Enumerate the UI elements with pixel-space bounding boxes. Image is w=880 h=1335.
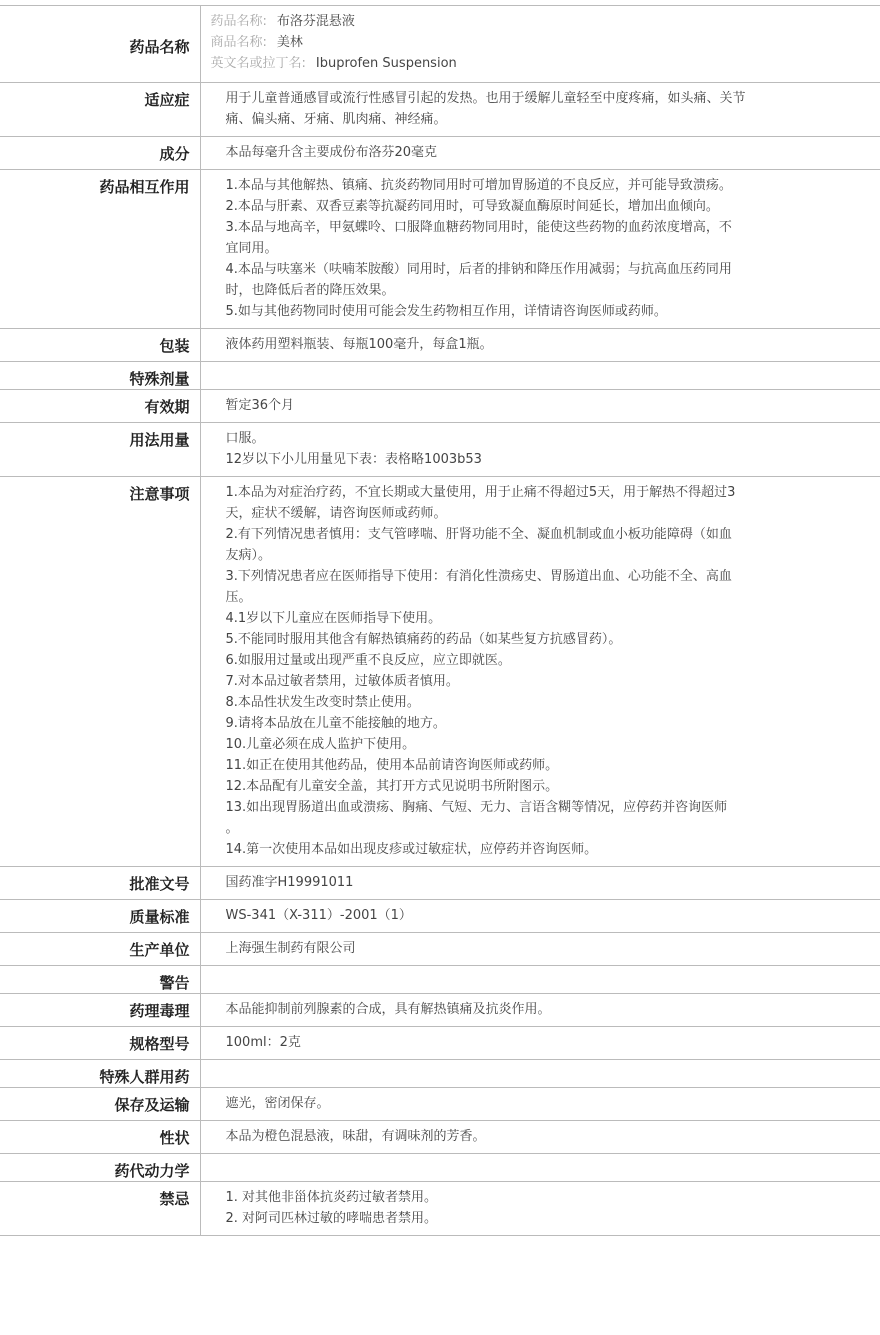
value-line: 压。: [225, 590, 252, 605]
row-label: 批准文号: [0, 867, 200, 900]
value-line: 宜同用。: [225, 241, 278, 256]
info-row: [0, 994, 880, 1027]
row-value: [200, 1154, 880, 1182]
drug-info-body: [0, 6, 880, 1236]
info-row: [0, 867, 880, 900]
row-value: [200, 362, 880, 390]
value-line: 4.1岁以下儿童应在医师指导下使用。: [225, 611, 442, 626]
info-row: [0, 1088, 880, 1121]
value-line: 5.不能同时服用其他含有解热镇痛药的药品（如某些复方抗感冒药）。: [225, 632, 622, 647]
drug-name-values: [200, 6, 880, 83]
english-name-line: [211, 53, 781, 74]
row-label: 性状: [0, 1121, 200, 1154]
row-value: [200, 900, 880, 933]
value-line: 2. 对阿司匹林过敏的哮喘患者禁用。: [225, 1211, 438, 1226]
info-row: [0, 423, 880, 477]
info-row: [0, 362, 880, 390]
value-line: 3.本品与地高辛，甲氨蝶呤、口服降血糖药物同用时，能使这些药物的血药浓度增高，不: [225, 220, 732, 235]
value-line: 用于儿童普通感冒或流行性感冒引起的发热。也用于缓解儿童轻至中度疼痛，如头痛、关节: [225, 91, 746, 106]
row-value: [200, 1060, 880, 1088]
trade-name-key: 商品名称:: [210, 35, 267, 50]
value-line: 友病）。: [225, 548, 272, 563]
value-line: 11.如正在使用其他药品，使用本品前请咨询医师或药师。: [225, 758, 559, 773]
info-row: [0, 1060, 880, 1088]
value-line: 时，也降低后者的降压效果。: [225, 283, 395, 298]
value-line: 1. 对其他非甾体抗炎药过敏者禁用。: [225, 1190, 438, 1205]
row-label: 包装: [0, 329, 200, 362]
row-value: [200, 1121, 880, 1154]
row-value: [200, 966, 880, 994]
row-label: 药品名称: [0, 6, 200, 83]
value-line: 上海强生制药有限公司: [225, 941, 356, 956]
value-line: 本品能抑制前列腺素的合成，具有解热镇痛及抗炎作用。: [225, 1002, 551, 1017]
value-line: 暂定36个月: [225, 398, 295, 413]
row-value: [200, 867, 880, 900]
value-line: 12岁以下小儿用量见下表：表格略1003b53: [225, 452, 482, 467]
value-line: 本品每毫升含主要成份布洛芬20毫克: [225, 145, 438, 160]
drug-info-table: [0, 5, 880, 1236]
value-line: 9.请将本品放在儿童不能接触的地方。: [225, 716, 446, 731]
info-row: [0, 900, 880, 933]
row-value: [200, 137, 880, 170]
value-line: 液体药用塑料瓶装、每瓶100毫升，每盒1瓶。: [225, 337, 493, 352]
row-value: [200, 933, 880, 966]
row-label: 药理毒理: [0, 994, 200, 1027]
value-line: 14.第一次使用本品如出现皮疹或过敏症状，应停药并咨询医师。: [225, 842, 598, 857]
row-label: 药代动力学: [0, 1154, 200, 1182]
value-line: 6.如服用过量或出现严重不良反应，应立即就医。: [225, 653, 511, 668]
row-value: [200, 994, 880, 1027]
row-value: [200, 83, 880, 137]
row-label: 有效期: [0, 390, 200, 423]
info-row: [0, 1182, 880, 1236]
info-row: [0, 83, 880, 137]
english-name-key: 英文名或拉丁名:: [210, 56, 306, 71]
info-row: [0, 1027, 880, 1060]
row-label: 警告: [0, 966, 200, 994]
value-line: 本品为橙色混悬液，味甜，有调味剂的芳香。: [225, 1129, 486, 1144]
row-value: [200, 170, 880, 329]
info-row: [0, 170, 880, 329]
value-line: 3.下列情况患者应在医师指导下使用：有消化性溃疡史、胃肠道出血、心功能不全、高血: [225, 569, 732, 584]
trade-name-line: [211, 32, 781, 53]
row-value: [200, 423, 880, 477]
row-label: 特殊人群用药: [0, 1060, 200, 1088]
info-row: [0, 1154, 880, 1182]
value-line: 5.如与其他药物同时使用可能会发生药物相互作用，详情请咨询医师或药师。: [225, 304, 667, 319]
row-label: 规格型号: [0, 1027, 200, 1060]
value-line: 13.如出现胃肠道出血或溃疡、胸痛、气短、无力、言语含糊等情况，应停药并咨询医师: [225, 800, 728, 815]
row-label: 禁忌: [0, 1182, 200, 1236]
row-label: 生产单位: [0, 933, 200, 966]
value-line: 2.有下列情况患者慎用：支气管哮喘、肝肾功能不全、凝血机制或血小板功能障碍（如血: [225, 527, 732, 542]
row-value: [200, 477, 880, 867]
value-line: 1.本品为对症治疗药，不宜长期或大量使用，用于止痛不得超过5天，用于解热不得超过3: [225, 485, 736, 500]
row-label: 药品相互作用: [0, 170, 200, 329]
english-name-value: Ibuprofen Suspension: [315, 56, 457, 71]
value-line: 口服。: [225, 431, 265, 446]
info-row: [0, 137, 880, 170]
generic-name-line: [211, 11, 781, 32]
value-line: 4.本品与呋塞米（呋喃苯胺酸）同用时，后者的排钠和降压作用减弱；与抗高血压药同用: [225, 262, 732, 277]
row-value: [200, 1182, 880, 1236]
value-line: 2.本品与肝素、双香豆素等抗凝药同用时，可导致凝血酶原时间延长，增加出血倾向。: [225, 199, 719, 214]
row-value: [200, 329, 880, 362]
value-line: 遮光，密闭保存。: [225, 1096, 330, 1111]
value-line: 100ml：2克: [225, 1035, 301, 1050]
generic-name-value: 布洛芬混悬液: [276, 14, 355, 29]
value-line: 7.对本品过敏者禁用，过敏体质者慎用。: [225, 674, 459, 689]
value-line: 12.本品配有儿童安全盖，其打开方式见说明书所附图示。: [225, 779, 559, 794]
row-label: 特殊剂量: [0, 362, 200, 390]
info-row: [0, 966, 880, 994]
row-label: 质量标准: [0, 900, 200, 933]
value-line: 8.本品性状发生改变时禁止使用。: [225, 695, 420, 710]
trade-name-value: 美林: [276, 35, 303, 50]
row-label: 注意事项: [0, 477, 200, 867]
row-value: [200, 1088, 880, 1121]
value-line: 。: [225, 821, 239, 836]
info-row: [0, 1121, 880, 1154]
value-line: 国药准字H19991011: [225, 875, 354, 890]
value-line: 天，症状不缓解，请咨询医师或药师。: [225, 506, 447, 521]
row-label: 用法用量: [0, 423, 200, 477]
generic-name-key: 药品名称:: [210, 14, 267, 29]
row-label: 适应症: [0, 83, 200, 137]
value-line: 10.儿童必须在成人监护下使用。: [225, 737, 416, 752]
row-label: 成分: [0, 137, 200, 170]
info-row: [0, 933, 880, 966]
value-line: 痛、偏头痛、牙痛、肌肉痛、神经痛。: [225, 112, 447, 127]
row-label: 保存及运输: [0, 1088, 200, 1121]
row-value: [200, 1027, 880, 1060]
info-row: [0, 390, 880, 423]
value-line: 1.本品与其他解热、镇痛、抗炎药物同用时可增加胃肠道的不良反应，并可能导致溃疡。: [225, 178, 732, 193]
drug-name-row: [0, 6, 880, 83]
info-row: [0, 329, 880, 362]
info-row: [0, 477, 880, 867]
row-value: [200, 390, 880, 423]
value-line: WS-341（X-311）-2001（1）: [225, 908, 412, 923]
